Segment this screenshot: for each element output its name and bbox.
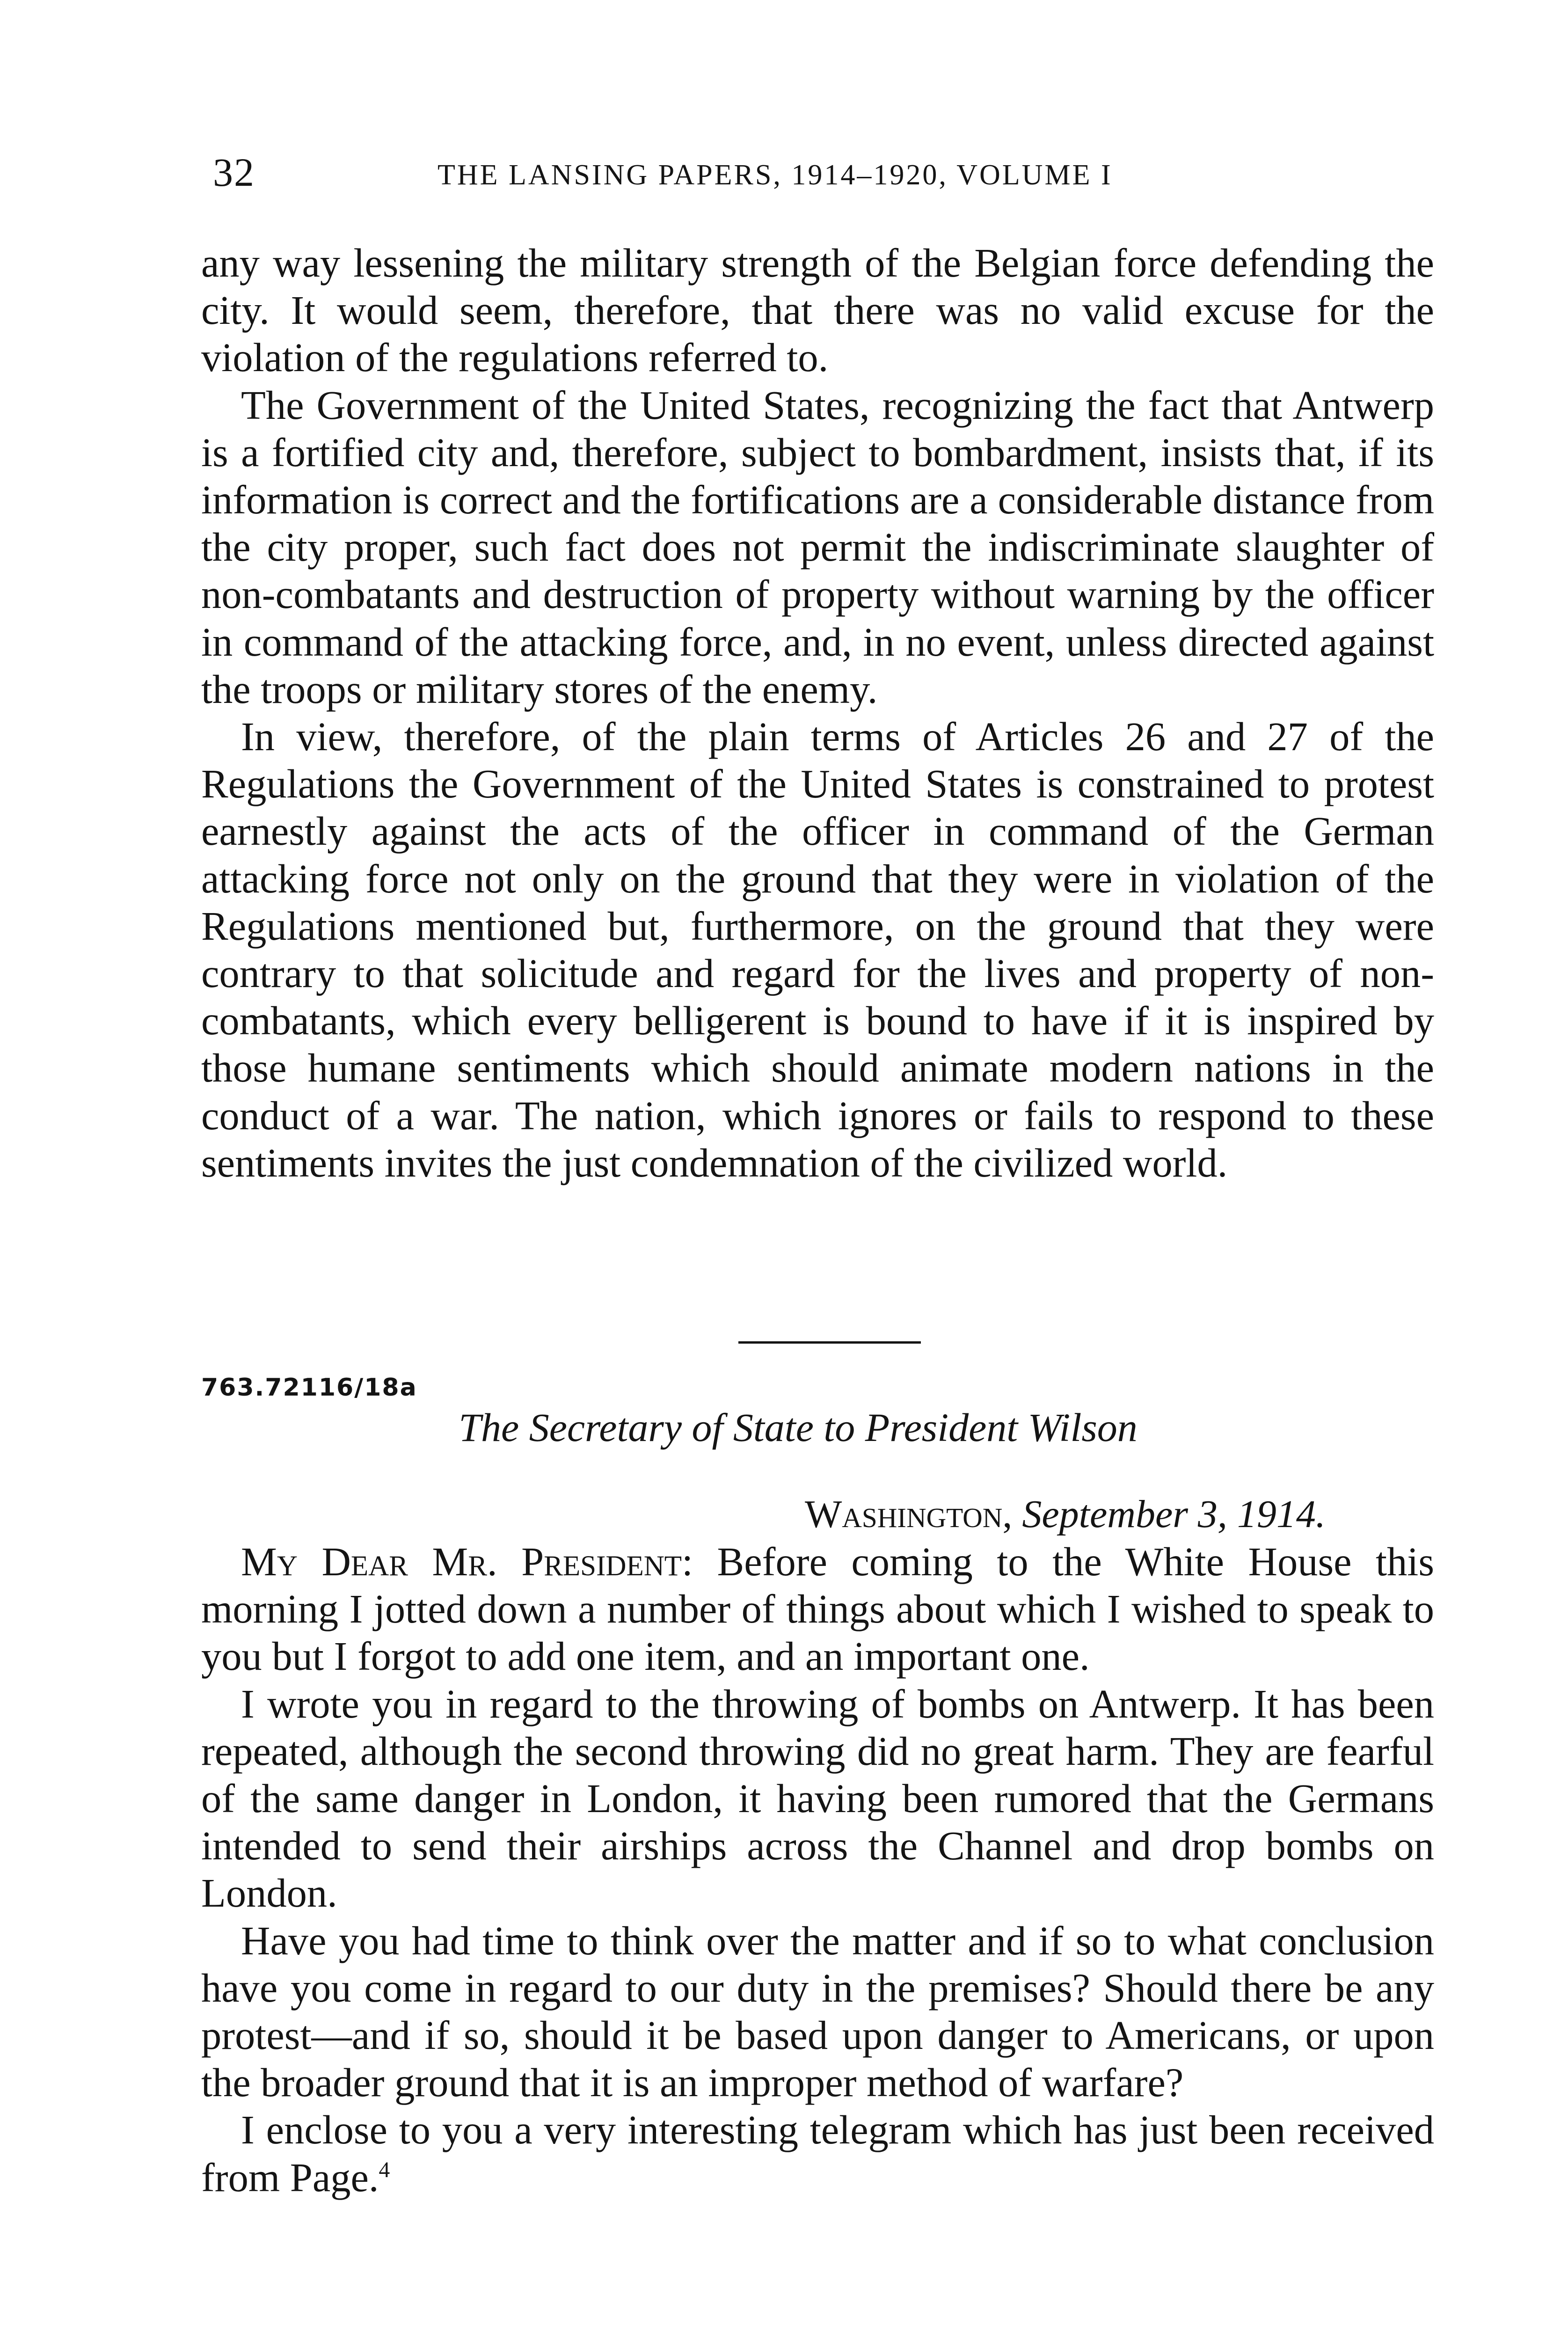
letter-paragraph-1 bbox=[201, 1538, 1434, 1681]
document-title: The Secretary of State to President Wilson bbox=[459, 1405, 1138, 1450]
paragraph-continued: any way lessening the military strength of the Belgian force defending the city. It would seem, therefore, that there was no valid excuse for the violation of the regulations referred to. bbox=[201, 241, 1434, 380]
letter-body bbox=[201, 1538, 1434, 2201]
section-divider bbox=[738, 1341, 921, 1344]
continued-text bbox=[201, 240, 1434, 1187]
salutation: My Dear Mr. President: bbox=[241, 1539, 693, 1584]
page-number: 32 bbox=[213, 150, 255, 195]
letter-paragraph-4 bbox=[201, 2106, 1434, 2201]
letter-paragraph-4-text: I enclose to you a very interesting telegram which has just been received from Page. bbox=[201, 2107, 1434, 2200]
paragraph-articles: In view, therefore, of the plain terms of Articles 26 and 27 of the Regulations the Government of the United States is constrained to protest earnestly against the acts of the officer in command of the German attacking force not only on the ground that they were in violation of the Regulations mentioned but, furthermore, on the ground that they were contrary to that solicitude and regard for the lives and property of non-combatants, which every belligerent is bound to have if it is inspired by those humane sentiments which should animate modern nations in the conduct of a war. The nation, which ignores or fails to respond to these sentiments invites the just condemnation of the civilized world. bbox=[201, 714, 1434, 1185]
running-head: THE LANSING PAPERS, 1914–1920, VOLUME I bbox=[438, 159, 1113, 191]
letter-paragraph-3: Have you had time to think over the matter and if so to what conclusion have you come in regard to our duty in the premises? Should there be any protest—and if so, should it be based upon danger to Americans, or upon the broader ground that it is an improper method of warfare? bbox=[201, 1918, 1434, 2106]
dateline-date: September 3, 1914. bbox=[1022, 1492, 1326, 1536]
footnote-reference[interactable]: 4 bbox=[379, 2157, 390, 2182]
file-number: 763.72116/18a bbox=[201, 1374, 417, 1402]
letter-paragraph-1-text: Before coming to the White House this morning I jotted down a number of things about which I wished to speak to you but I forgot to add one item, and an important one. bbox=[201, 1539, 1434, 1679]
letter-paragraph-2: I wrote you in regard to the throwing of bombs on Antwerp. It has been repeated, although the second throwing did no great harm. They are fearful of the same danger in London, it having been rumored that the Germans intended to send their airships across the Channel and drop bombs on London. bbox=[201, 1681, 1434, 1916]
dateline-place: Washington, bbox=[805, 1492, 1013, 1536]
dateline bbox=[805, 1491, 1326, 1538]
page-header bbox=[213, 149, 1429, 205]
paragraph-protest-antwerp: The Government of the United States, recognizing the fact that Antwerp is a fortified city and, therefore, subject to bombardment, insists that, if its information is correct and the fortifications are a considerable distance from the city proper, such fact does not permit the indiscriminate slaughter of non-combatants and destruction of property without warning by the officer in command of the attacking force, and, in no event, unless directed against the troops or military stores of the enemy. bbox=[201, 382, 1434, 712]
